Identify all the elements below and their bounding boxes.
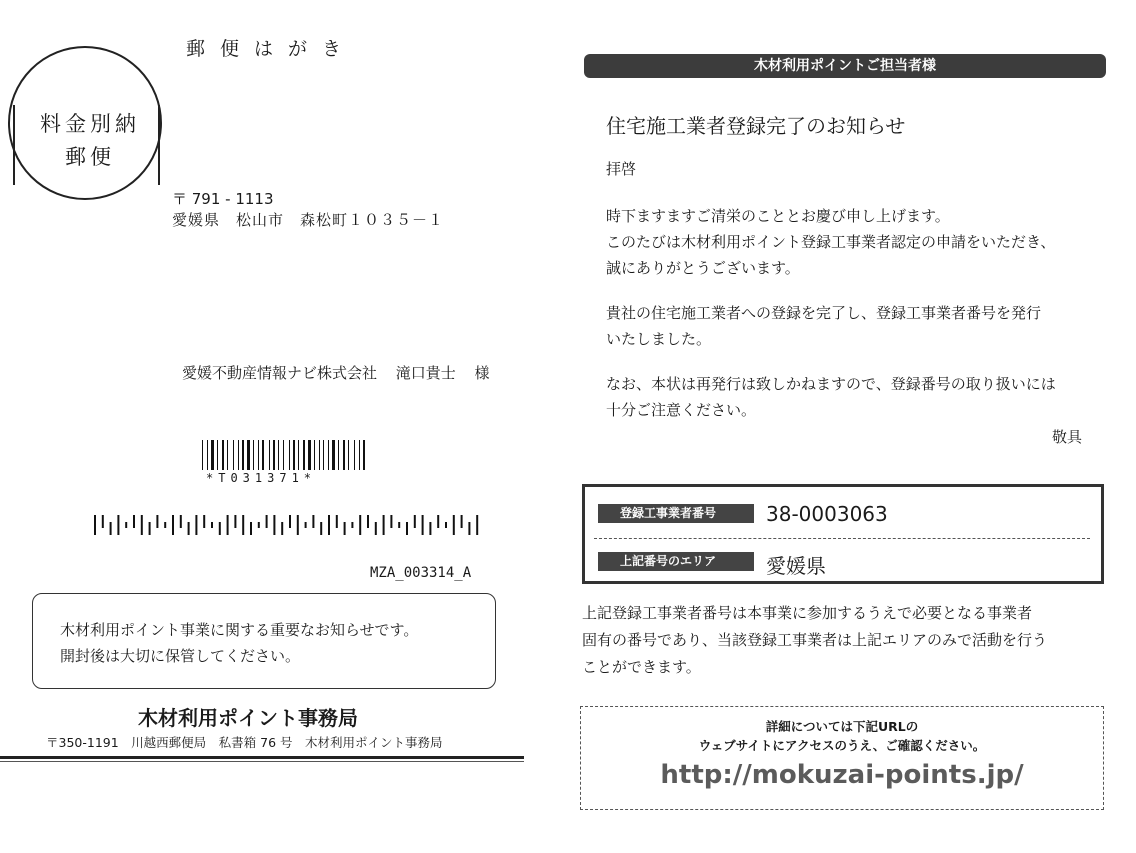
explanation-line2: 固有の番号であり、当該登録工事業者は上記エリアのみで活動を行う [582,631,1048,649]
letter-p3-line2: 十分ご注意ください。 [606,401,757,419]
letter-p3-line1: なお、本状は再発行は致しかねますので、登録番号の取り扱いには [606,375,1056,393]
postage-label-line2: 郵便 [65,145,115,169]
postal-customer-barcode [92,515,484,535]
recipient-address: 愛媛県 松山市 森松町１０３５－１ [172,211,445,229]
letter-title: 住宅施工業者登録完了のお知らせ [606,114,906,138]
letter-p1-line3: 誠にありがとうございます。 [606,259,800,277]
registration-area-label: 上記番号のエリア [598,552,754,571]
sender-office: 木材利用ポイント事務局 [138,706,358,730]
registration-divider [594,538,1090,539]
letter-opening: 拝啓 [606,160,637,178]
letter-p1-line1: 時下ますますご清栄のこととお慶び申し上げます。 [606,207,950,225]
registration-number-label: 登録工事業者番号 [598,504,754,523]
divider-thin [0,761,524,762]
explanation-line3: ことができます。 [582,658,701,676]
divider-thick [0,756,524,759]
letter-closing: 敬具 [1052,428,1083,446]
recipient-zip: 〒 791 - 1113 [172,190,274,208]
notice-box [32,593,496,689]
notice-line1: 木材利用ポイント事業に関する重要なお知らせです。 [60,621,419,639]
sender-address: 〒350-1191 川越西郵便局 私書箱 76 号 木材利用ポイント事務局 [46,735,443,750]
url-note-line1: 詳細については下記URLの [765,719,919,734]
explanation-line1: 上記登録工事業者番号は本事業に参加するうえで必要となる事業者 [582,604,1033,622]
notice-line2: 開封後は大切に保管してください。 [60,647,301,665]
registration-number: 38-0003063 [766,502,888,526]
registration-area: 愛媛県 [766,554,826,578]
postage-label-line1: 料金別納 [40,112,140,136]
mail-code: MZA_003314_A [370,565,472,581]
recipient-name: 愛媛不動産情報ナビ株式会社 滝口貴士 様 [182,364,490,382]
letter-p2-line2: いたしました。 [606,330,712,348]
letter-p2-line1: 貴社の住宅施工業者への登録を完了し、登録工事業者番号を発行 [606,304,1042,322]
url-note-line2: ウェブサイトにアクセスのうえ、ご確認ください。 [698,738,986,753]
website-url[interactable]: http://mokuzai-points.jp/ [660,760,1024,790]
attention-bar: 木材利用ポイントご担当者様 [584,54,1106,78]
letter-p1-line2: このたびは木材利用ポイント登録工事業者認定の申請をいただき、 [606,233,1056,251]
postcard-title: 郵便はがき [186,38,357,60]
barcode-text: *T031371* [206,471,317,485]
